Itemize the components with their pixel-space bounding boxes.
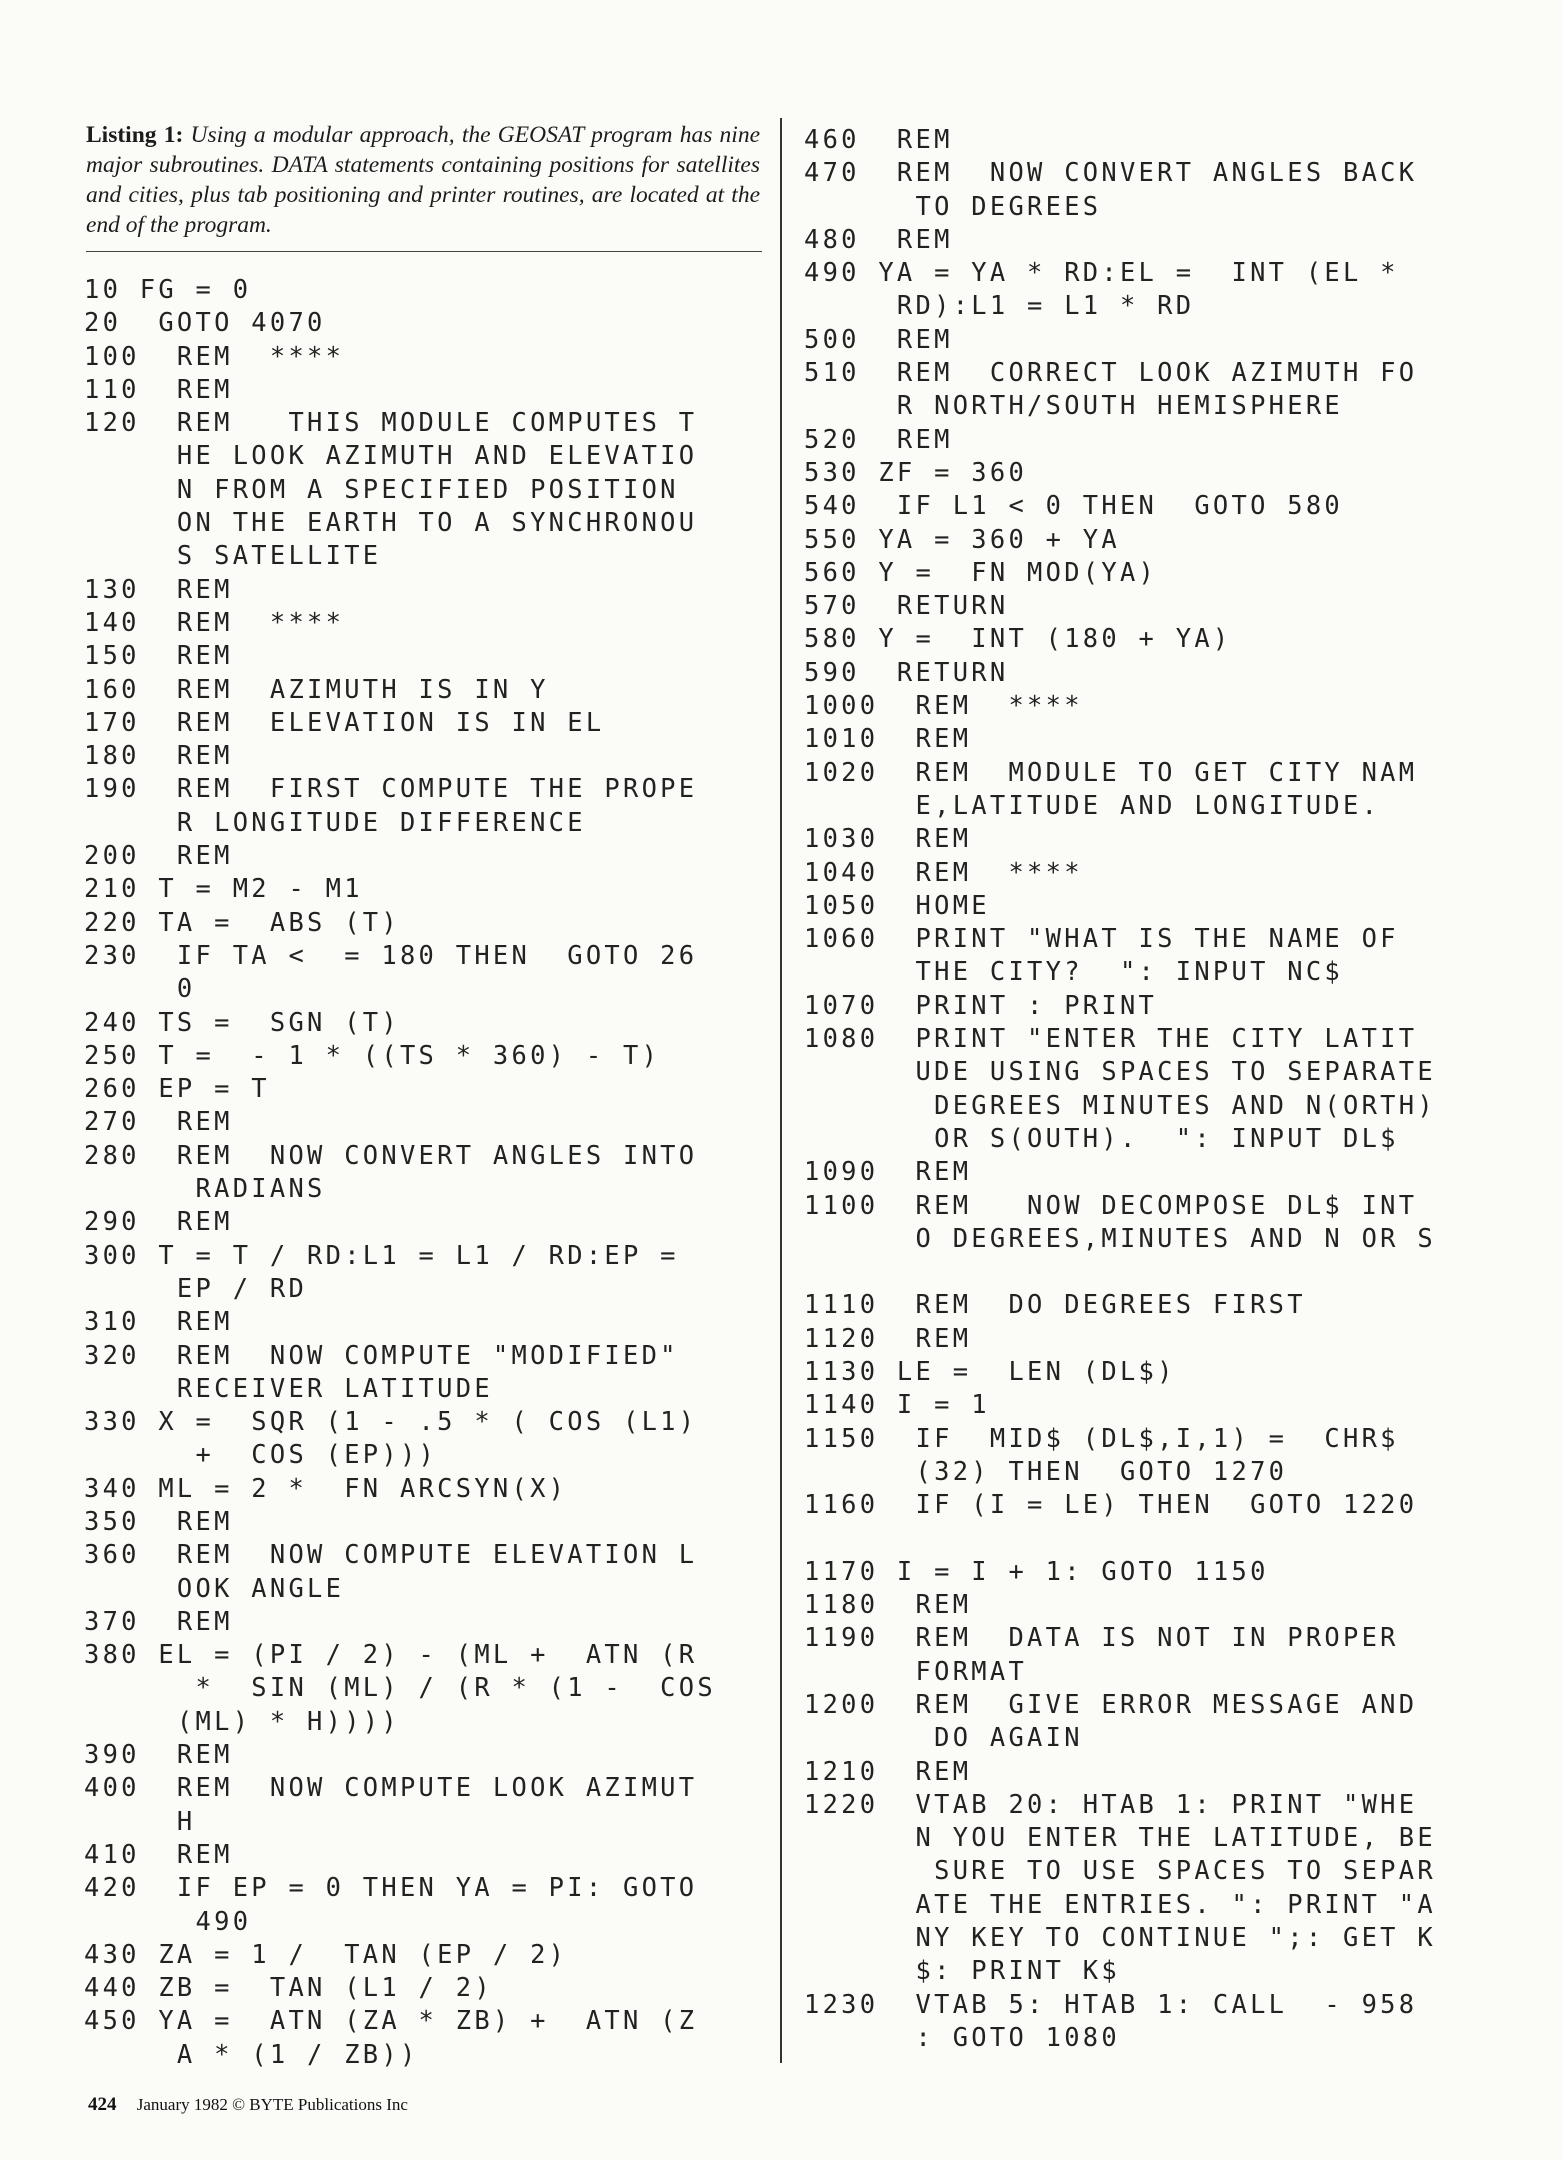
code-line: 380 EL = (PI / 2) - (ML + ATN (R <box>84 1639 698 1670</box>
code-line: FORMAT <box>804 1655 1028 1686</box>
code-line: 360 REM NOW COMPUTE ELEVATION L <box>84 1539 698 1570</box>
code-line: 430 ZA = 1 / TAN (EP / 2) <box>84 1938 568 1969</box>
code-line: 1000 REM **** <box>804 690 1083 721</box>
code-line: R NORTH/SOUTH HEMISPHERE <box>804 390 1344 421</box>
code-line: 1070 PRINT : PRINT <box>804 989 1158 1020</box>
code-line: 560 Y = FN MOD(YA) <box>804 556 1158 587</box>
code-line: 210 T = M2 - M1 <box>84 873 363 904</box>
code-line: DEGREES MINUTES AND N(ORTH) <box>804 1089 1436 1120</box>
code-line: 1050 HOME <box>804 889 990 920</box>
code-line: THE CITY? ": INPUT NC$ <box>804 956 1344 987</box>
code-line: S SATELLITE <box>84 540 382 571</box>
code-line: H <box>84 1805 196 1836</box>
caption-divider <box>86 251 762 252</box>
code-line: 490 YA = YA * RD:EL = INT (EL * <box>804 257 1399 288</box>
code-line: 1100 REM NOW DECOMPOSE DL$ INT <box>804 1189 1418 1220</box>
code-line: 1130 LE = LEN (DL$) <box>804 1355 1176 1386</box>
code-line: 440 ZB = TAN (L1 / 2) <box>84 1972 493 2003</box>
code-line: 1230 VTAB 5: HTAB 1: CALL - 958 <box>804 1988 1418 2019</box>
code-line: TO DEGREES <box>804 190 1102 221</box>
code-line: 220 TA = ABS (T) <box>84 906 400 937</box>
code-line: 100 REM **** <box>84 340 345 371</box>
code-line: 1170 I = I + 1: GOTO 1150 <box>804 1555 1269 1586</box>
code-line: : GOTO 1080 <box>804 2021 1120 2052</box>
page-footer <box>88 2094 408 2116</box>
code-line: 170 REM ELEVATION IS IN EL <box>84 706 605 737</box>
code-listing-left-column <box>84 273 716 2071</box>
code-line: 540 IF L1 < 0 THEN GOTO 580 <box>804 490 1344 521</box>
code-line: 390 REM <box>84 1739 233 1770</box>
code-line: + COS (EP))) <box>84 1439 438 1470</box>
code-line: 1030 REM <box>804 823 972 854</box>
code-line: 1020 REM MODULE TO GET CITY NAM <box>804 756 1418 787</box>
code-line: 130 REM <box>84 573 233 604</box>
code-line: 510 REM CORRECT LOOK AZIMUTH FO <box>804 357 1418 388</box>
code-line: 1180 REM <box>804 1589 972 1620</box>
code-line: 150 REM <box>84 640 233 671</box>
code-line: 190 REM FIRST COMPUTE THE PROPE <box>84 773 698 804</box>
code-line: DO AGAIN <box>804 1722 1083 1753</box>
code-line: 490 <box>84 1905 252 1936</box>
code-line: 230 IF TA < = 180 THEN GOTO 26 <box>84 939 698 970</box>
caption-text: Using a modular approach, the GEOSAT program has nine major subroutines. DATA statements containing positions for satellites and cities, plus tab positioning and printer routines, are located at the end of the program. <box>86 122 761 238</box>
code-line: $: PRINT K$ <box>804 1955 1120 1986</box>
code-line: 1150 IF MID$ (DL$,I,1) = CHR$ <box>804 1422 1399 1453</box>
column-divider <box>780 118 782 2063</box>
code-line: 1200 REM GIVE ERROR MESSAGE AND <box>804 1688 1418 1719</box>
code-line: 530 ZF = 360 <box>804 456 1028 487</box>
code-line: 1060 PRINT "WHAT IS THE NAME OF <box>804 923 1399 954</box>
code-line: 500 REM <box>804 323 953 354</box>
code-line: 1220 VTAB 20: HTAB 1: PRINT "WHE <box>804 1788 1418 1819</box>
code-line: 450 YA = ATN (ZA * ZB) + ATN (Z <box>84 2005 698 2036</box>
code-line: 1040 REM **** <box>804 856 1083 887</box>
code-line: 1110 REM DO DEGREES FIRST <box>804 1289 1306 1320</box>
code-line: 470 REM NOW CONVERT ANGLES BACK <box>804 157 1418 188</box>
code-line: 420 IF EP = 0 THEN YA = PI: GOTO <box>84 1872 698 1903</box>
code-line: 280 REM NOW CONVERT ANGLES INTO <box>84 1139 698 1170</box>
code-line: ON THE EARTH TO A SYNCHRONOU <box>84 507 698 538</box>
code-line: 140 REM **** <box>84 606 345 637</box>
code-line: RADIANS <box>84 1173 326 1204</box>
code-line: OR S(OUTH). ": INPUT DL$ <box>804 1122 1399 1153</box>
code-line: (32) THEN GOTO 1270 <box>804 1455 1288 1486</box>
code-line: (ML) * H)))) <box>84 1705 400 1736</box>
code-line: 400 REM NOW COMPUTE LOOK AZIMUT <box>84 1772 698 1803</box>
code-line: 160 REM AZIMUTH IS IN Y <box>84 673 549 704</box>
code-line: EP / RD <box>84 1272 308 1303</box>
code-line: 320 REM NOW COMPUTE "MODIFIED" <box>84 1339 679 1370</box>
code-line: 550 YA = 360 + YA <box>804 523 1120 554</box>
code-line: NY KEY TO CONTINUE ";: GET K <box>804 1922 1436 1953</box>
caption-label: Listing 1: <box>86 122 184 148</box>
code-line: O DEGREES,MINUTES AND N OR S <box>804 1222 1436 1253</box>
code-line: 240 TS = SGN (T) <box>84 1006 400 1037</box>
code-line: 1190 REM DATA IS NOT IN PROPER <box>804 1622 1399 1653</box>
code-line: 1160 IF (I = LE) THEN GOTO 1220 <box>804 1489 1418 1520</box>
code-line: 480 REM <box>804 223 953 254</box>
code-line: RECEIVER LATITUDE <box>84 1372 493 1403</box>
code-line: 310 REM <box>84 1306 233 1337</box>
code-line: 120 REM THIS MODULE COMPUTES T <box>84 407 698 438</box>
code-line: 1210 REM <box>804 1755 972 1786</box>
code-line: A * (1 / ZB)) <box>84 2038 419 2069</box>
code-line <box>804 1255 1436 1288</box>
code-line: 580 Y = INT (180 + YA) <box>804 623 1232 654</box>
code-line: 1080 PRINT "ENTER THE CITY LATIT <box>804 1023 1418 1054</box>
code-line: RD):L1 = L1 * RD <box>804 290 1195 321</box>
code-line: 180 REM <box>84 740 233 771</box>
code-line: 200 REM <box>84 840 233 871</box>
code-line: 1120 REM <box>804 1322 972 1353</box>
code-line: 340 ML = 2 * FN ARCSYN(X) <box>84 1472 568 1503</box>
code-line: * SIN (ML) / (R * (1 - COS <box>84 1672 716 1703</box>
code-line: 520 REM <box>804 423 953 454</box>
code-line: 110 REM <box>84 373 233 404</box>
code-line: 290 REM <box>84 1206 233 1237</box>
code-line: 20 GOTO 4070 <box>84 307 326 338</box>
publication-credit: January 1982 © BYTE Publications Inc <box>136 2095 408 2114</box>
code-line: N FROM A SPECIFIED POSITION <box>84 473 679 504</box>
code-line: 410 REM <box>84 1838 233 1869</box>
code-line: 250 T = - 1 * ((TS * 360) - T) <box>84 1039 661 1070</box>
page-number: 424 <box>88 2094 117 2115</box>
code-line: 330 X = SQR (1 - .5 * ( COS (L1) <box>84 1406 698 1437</box>
code-line: 460 REM <box>804 124 953 154</box>
code-line: 570 RETURN <box>804 590 1009 621</box>
code-line: 1140 I = 1 <box>804 1389 990 1420</box>
code-line: 270 REM <box>84 1106 233 1137</box>
code-line: 370 REM <box>84 1605 233 1636</box>
code-line: UDE USING SPACES TO SEPARATE <box>804 1056 1436 1087</box>
code-listing-right-column <box>804 123 1436 2054</box>
code-line: 1010 REM <box>804 723 972 754</box>
code-line: 1090 REM <box>804 1156 972 1187</box>
code-line: 260 EP = T <box>84 1073 270 1104</box>
code-line: HE LOOK AZIMUTH AND ELEVATIO <box>84 440 698 471</box>
code-line: N YOU ENTER THE LATITUDE, BE <box>804 1822 1436 1853</box>
figure-caption <box>86 120 760 240</box>
code-line <box>804 1521 1436 1554</box>
code-line: 350 REM <box>84 1505 233 1536</box>
code-line: R LONGITUDE DIFFERENCE <box>84 806 586 837</box>
code-line: 590 RETURN <box>804 656 1009 687</box>
code-line: E,LATITUDE AND LONGITUDE. <box>804 789 1381 820</box>
code-line: SURE TO USE SPACES TO SEPAR <box>804 1855 1436 1886</box>
code-line: 0 <box>84 973 196 1004</box>
code-line: 300 T = T / RD:L1 = L1 / RD:EP = <box>84 1239 679 1270</box>
code-line: 10 FG = 0 <box>84 274 252 304</box>
code-line: OOK ANGLE <box>84 1572 345 1603</box>
code-line: ATE THE ENTRIES. ": PRINT "A <box>804 1888 1436 1919</box>
